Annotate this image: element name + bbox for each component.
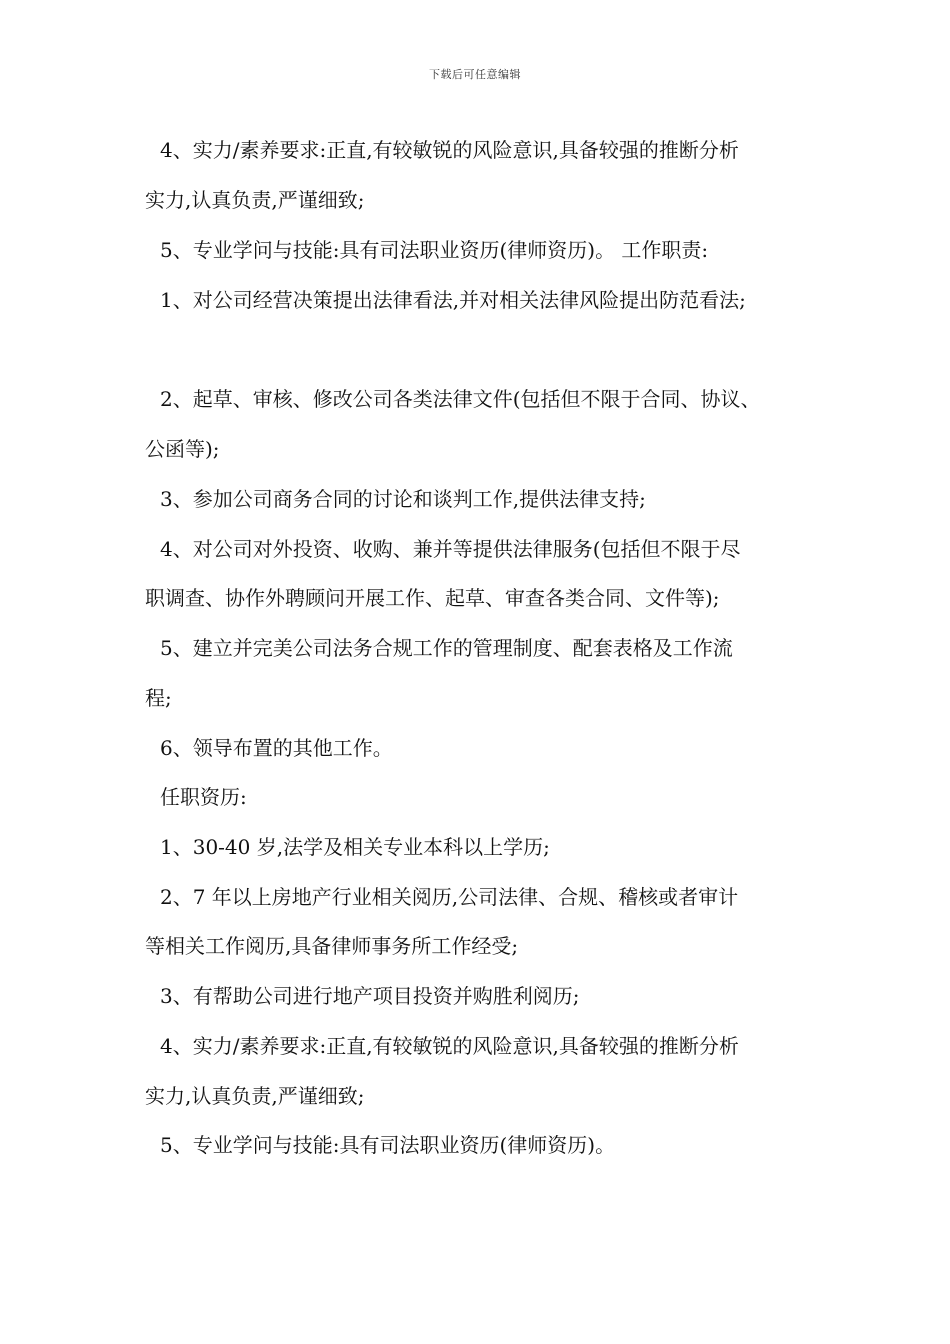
paragraph-line: 6、领导布置的其他工作。 [160, 736, 393, 760]
paragraph-line: 3、参加公司商务合同的讨论和谈判工作,提供法律支持; [160, 487, 646, 511]
paragraph-line: 2、7 年以上房地产行业相关阅历,公司法律、合规、稽核或者审计 [160, 885, 739, 909]
page-header: 下载后可任意编辑 [429, 68, 521, 81]
paragraph-line: 3、有帮助公司进行地产项目投资并购胜利阅历; [160, 984, 580, 1008]
paragraph-line: 2、起草、审核、修改公司各类法律文件(包括但不限于合同、协议、 [160, 387, 761, 411]
paragraph-line: 4、对公司对外投资、收购、兼并等提供法律服务(包括但不限于尽 [160, 537, 741, 561]
paragraph-line: 等相关工作阅历,具备律师事务所工作经受; [145, 934, 519, 958]
paragraph-line: 实力,认真负责,严谨细致; [145, 188, 365, 212]
paragraph-line: 4、实力/素养要求:正直,有较敏锐的风险意识,具备较强的推断分析 [160, 1034, 739, 1058]
section-heading: 任职资历: [160, 785, 247, 809]
paragraph-line: 1、30-40 岁,法学及相关专业本科以上学历; [160, 835, 550, 859]
paragraph-line: 程; [145, 686, 172, 710]
paragraph-line: 4、实力/素养要求:正直,有较敏锐的风险意识,具备较强的推断分析 [160, 138, 739, 162]
paragraph-line: 实力,认真负责,严谨细致; [145, 1084, 365, 1108]
paragraph-line: 1、对公司经营决策提出法律看法,并对相关法律风险提出防范看法; [160, 288, 746, 312]
paragraph-line: 公函等); [145, 437, 220, 461]
paragraph-line: 5、专业学问与技能:具有司法职业资历(律师资历)。 [160, 1133, 616, 1157]
paragraph-line: 职调查、协作外聘顾问开展工作、起草、审查各类合同、文件等); [145, 586, 720, 610]
paragraph-line: 5、建立并完美公司法务合规工作的管理制度、配套表格及工作流 [160, 636, 733, 660]
paragraph-line: 5、专业学问与技能:具有司法职业资历(律师资历)。 工作职责: [160, 238, 709, 262]
